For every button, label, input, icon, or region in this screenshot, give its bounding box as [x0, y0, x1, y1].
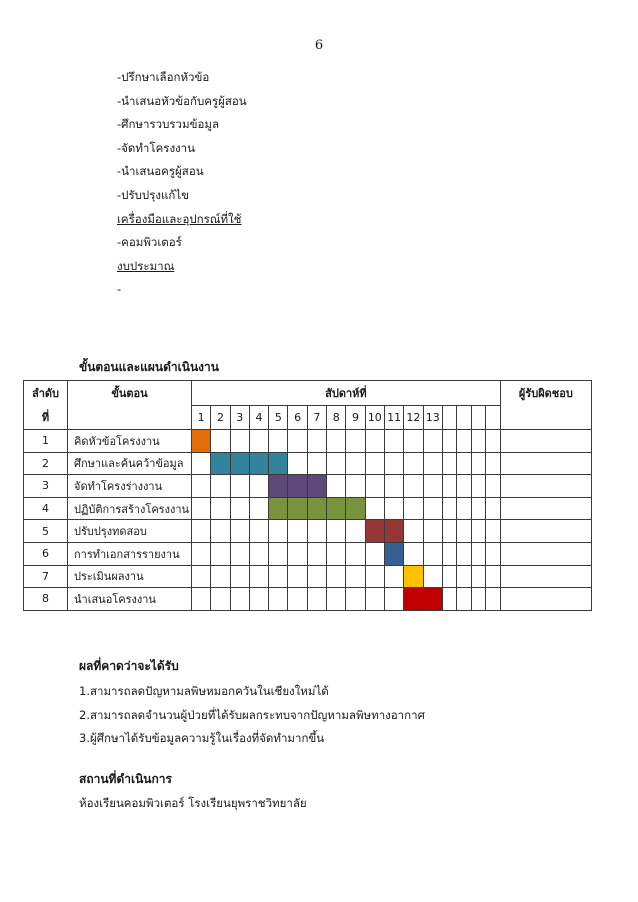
- week-cell: [346, 542, 365, 565]
- week-cell: [288, 520, 307, 543]
- week-cell: [423, 520, 442, 543]
- week-number: 6: [288, 405, 307, 430]
- week-cell: [269, 520, 288, 543]
- week-cell: [192, 475, 211, 498]
- step-item: -คอมพิวเตอร์: [117, 235, 182, 250]
- gantt-bar-cell: [384, 542, 403, 565]
- week-number: 10: [365, 405, 384, 430]
- week-cell: [423, 497, 442, 520]
- week-number: 1: [192, 405, 211, 430]
- week-number: 11: [384, 405, 403, 430]
- week-cell: [327, 542, 346, 565]
- result-item: 1.สามารถลดปัญหามลพิษหมอกควันในเชียงใหม่ได้: [79, 684, 329, 698]
- week-number: 7: [307, 405, 326, 430]
- gantt-bar-cell: [269, 497, 288, 520]
- week-cell: [346, 452, 365, 475]
- table-row: [24, 430, 592, 453]
- week-cell: [423, 565, 442, 588]
- row-task: นำเสนอโครงงาน: [68, 588, 192, 611]
- row-task: การทำเอกสารรายงาน: [68, 542, 192, 565]
- week-number: [457, 405, 472, 430]
- week-cell: [327, 565, 346, 588]
- gantt-bar-cell: [269, 475, 288, 498]
- week-cell: [307, 430, 326, 453]
- week-cell: [442, 475, 457, 498]
- week-cell: [307, 565, 326, 588]
- week-cell: [384, 475, 403, 498]
- table-row: [24, 452, 592, 475]
- week-cell: [423, 430, 442, 453]
- week-cell: [442, 520, 457, 543]
- gantt-bar-cell: [288, 475, 307, 498]
- row-number: 3: [24, 475, 68, 498]
- week-cell: [307, 452, 326, 475]
- week-number: 5: [269, 405, 288, 430]
- week-cell: [327, 520, 346, 543]
- week-cell: [486, 475, 501, 498]
- week-cell: [211, 430, 230, 453]
- week-cell: [442, 497, 457, 520]
- row-owner: [500, 497, 591, 520]
- gantt-bar-cell: [230, 452, 249, 475]
- week-number: 4: [249, 405, 268, 430]
- week-cell: [404, 475, 423, 498]
- week-cell: [269, 430, 288, 453]
- week-cell: [442, 452, 457, 475]
- row-task: ปฏิบัติการสร้างโครงงาน: [68, 497, 192, 520]
- gantt-bar-cell: [327, 497, 346, 520]
- week-cell: [471, 452, 486, 475]
- table-header-row: [24, 405, 592, 430]
- gantt-bar-cell: [346, 497, 365, 520]
- step-item: -นำเสนอหัวข้อกับครูผู้สอน: [117, 93, 247, 108]
- week-cell: [269, 565, 288, 588]
- week-cell: [404, 542, 423, 565]
- header-owner-blank: [500, 405, 591, 430]
- week-number: 8: [327, 405, 346, 430]
- week-cell: [288, 452, 307, 475]
- header-order-2: ที่: [24, 405, 68, 430]
- week-cell: [471, 520, 486, 543]
- step-item: -ปรับปรุงแก้ไข: [117, 187, 190, 202]
- week-cell: [211, 542, 230, 565]
- week-cell: [457, 475, 472, 498]
- week-cell: [327, 475, 346, 498]
- week-cell: [249, 565, 268, 588]
- result-item: 2.สามารถลดจำนวนผู้ป่วยที่ได้รับผลกระทบจากปัญหามลพิษทางอากาศ: [79, 707, 425, 722]
- week-cell: [365, 430, 384, 453]
- gantt-bar-cell: [192, 430, 211, 453]
- table-row: [24, 475, 592, 498]
- week-cell: [230, 520, 249, 543]
- week-cell: [307, 520, 326, 543]
- step-item: -: [117, 282, 122, 297]
- table-row: [24, 565, 592, 588]
- page-number: 6: [314, 38, 324, 53]
- week-cell: [486, 452, 501, 475]
- row-owner: [500, 542, 591, 565]
- row-owner: [500, 475, 591, 498]
- week-number: [486, 405, 501, 430]
- week-cell: [211, 475, 230, 498]
- week-cell: [471, 565, 486, 588]
- row-task: ปรับปรุงทดสอบ: [68, 520, 192, 543]
- week-cell: [307, 588, 326, 611]
- week-cell: [211, 520, 230, 543]
- header-order: ลำดับ: [24, 381, 68, 406]
- week-cell: [471, 430, 486, 453]
- week-cell: [384, 452, 403, 475]
- gantt-bar-cell: [288, 497, 307, 520]
- header-week: สัปดาห์ที่: [192, 381, 501, 406]
- table-row: [24, 542, 592, 565]
- week-cell: [346, 588, 365, 611]
- week-cell: [365, 542, 384, 565]
- gantt-bar-cell: [365, 520, 384, 543]
- week-cell: [249, 542, 268, 565]
- week-cell: [457, 430, 472, 453]
- week-cell: [346, 430, 365, 453]
- week-cell: [230, 430, 249, 453]
- gantt-bar-cell: [307, 497, 326, 520]
- table-row: [24, 520, 592, 543]
- week-number: [471, 405, 486, 430]
- week-cell: [288, 565, 307, 588]
- week-cell: [384, 430, 403, 453]
- row-number: 8: [24, 588, 68, 611]
- week-cell: [457, 497, 472, 520]
- week-cell: [230, 475, 249, 498]
- week-cell: [404, 452, 423, 475]
- week-cell: [365, 588, 384, 611]
- week-cell: [346, 475, 365, 498]
- row-owner: [500, 452, 591, 475]
- week-cell: [269, 588, 288, 611]
- week-cell: [288, 430, 307, 453]
- week-cell: [327, 452, 346, 475]
- gantt-bar-cell: [404, 588, 423, 611]
- week-number: 12: [404, 405, 423, 430]
- week-cell: [486, 430, 501, 453]
- week-cell: [288, 588, 307, 611]
- week-cell: [230, 565, 249, 588]
- week-cell: [384, 588, 403, 611]
- week-cell: [384, 497, 403, 520]
- step-item: -จัดทำโครงงาน: [117, 140, 195, 155]
- week-cell: [442, 542, 457, 565]
- week-cell: [230, 542, 249, 565]
- week-cell: [249, 430, 268, 453]
- week-cell: [211, 565, 230, 588]
- row-number: 6: [24, 542, 68, 565]
- week-cell: [192, 497, 211, 520]
- step-item: -ปรึกษาเลือกหัวข้อ: [117, 70, 210, 84]
- week-cell: [442, 565, 457, 588]
- week-cell: [486, 497, 501, 520]
- gantt-bar-cell: [404, 565, 423, 588]
- step-item: -ศึกษารวบรวมข้อมูล: [117, 117, 219, 132]
- gantt-bar-cell: [249, 452, 268, 475]
- week-cell: [346, 520, 365, 543]
- header-step: ขั้นตอน: [68, 381, 192, 406]
- week-cell: [486, 520, 501, 543]
- table-row: [24, 588, 592, 611]
- week-cell: [471, 475, 486, 498]
- week-cell: [384, 565, 403, 588]
- row-task: คิดหัวข้อโครงงาน: [68, 430, 192, 453]
- row-number: 5: [24, 520, 68, 543]
- week-cell: [211, 497, 230, 520]
- week-cell: [230, 497, 249, 520]
- week-cell: [486, 565, 501, 588]
- week-cell: [327, 430, 346, 453]
- gantt-bar-cell: [307, 475, 326, 498]
- week-number: 13: [423, 405, 442, 430]
- week-cell: [269, 542, 288, 565]
- week-cell: [249, 475, 268, 498]
- row-number: 4: [24, 497, 68, 520]
- week-cell: [471, 542, 486, 565]
- row-task: ประเมินผลงาน: [68, 565, 192, 588]
- week-cell: [192, 542, 211, 565]
- row-number: 2: [24, 452, 68, 475]
- step-item: เครื่องมือและอุปกรณ์ที่ใช้: [117, 211, 242, 226]
- row-task: จัดทำโครงร่างงาน: [68, 475, 192, 498]
- week-number: 3: [230, 405, 249, 430]
- table-header-row: [24, 381, 592, 406]
- week-cell: [442, 588, 457, 611]
- gantt-bar-cell: [384, 520, 403, 543]
- week-cell: [365, 475, 384, 498]
- week-cell: [404, 497, 423, 520]
- week-cell: [288, 542, 307, 565]
- week-cell: [211, 588, 230, 611]
- week-number: [442, 405, 457, 430]
- week-cell: [423, 452, 442, 475]
- week-cell: [404, 430, 423, 453]
- row-owner: [500, 520, 591, 543]
- week-cell: [327, 588, 346, 611]
- results-list: [79, 680, 425, 751]
- week-cell: [249, 588, 268, 611]
- row-task: ศึกษาและค้นคว้าข้อมูล: [68, 452, 192, 475]
- week-cell: [192, 520, 211, 543]
- week-cell: [365, 565, 384, 588]
- week-number: 2: [211, 405, 230, 430]
- results-title: ผลที่คาดว่าจะได้รับ: [79, 659, 179, 673]
- place-title: สถานที่ดำเนินการ: [79, 772, 172, 786]
- step-item: -นำเสนอครูผู้สอน: [117, 164, 204, 179]
- week-cell: [346, 565, 365, 588]
- week-cell: [404, 520, 423, 543]
- gantt-bar-cell: [211, 452, 230, 475]
- table-row: [24, 497, 592, 520]
- gantt-bar-cell: [269, 452, 288, 475]
- row-owner: [500, 430, 591, 453]
- week-cell: [423, 542, 442, 565]
- row-number: 7: [24, 565, 68, 588]
- step-item: งบประมาณ: [117, 258, 175, 273]
- week-cell: [486, 542, 501, 565]
- week-cell: [457, 542, 472, 565]
- week-cell: [307, 542, 326, 565]
- week-cell: [365, 452, 384, 475]
- week-cell: [486, 588, 501, 611]
- header-step-blank: [68, 405, 192, 430]
- week-cell: [192, 588, 211, 611]
- procedure-list: [117, 66, 247, 302]
- week-cell: [192, 452, 211, 475]
- gantt-bar-cell: [423, 588, 442, 611]
- week-cell: [230, 588, 249, 611]
- week-cell: [457, 520, 472, 543]
- week-cell: [192, 565, 211, 588]
- place-text: ห้องเรียนคอมพิวเตอร์ โรงเรียนยุพราชวิทยาลัย: [79, 796, 307, 810]
- week-cell: [471, 497, 486, 520]
- plan-title: ขั้นตอนและแผนดำเนินงาน: [79, 360, 219, 374]
- week-cell: [423, 475, 442, 498]
- week-cell: [249, 520, 268, 543]
- row-owner: [500, 588, 591, 611]
- week-cell: [365, 497, 384, 520]
- week-cell: [249, 497, 268, 520]
- result-item: 3.ผู้ศึกษาได้รับข้อมูลความรู้ในเรื่องที่จัดทำมากขึ้น: [79, 731, 325, 745]
- row-number: 1: [24, 430, 68, 453]
- week-cell: [471, 588, 486, 611]
- header-owner: ผู้รับผิดชอบ: [500, 381, 591, 406]
- schedule-table: [23, 380, 592, 611]
- week-number: 9: [346, 405, 365, 430]
- row-owner: [500, 565, 591, 588]
- week-cell: [457, 452, 472, 475]
- week-cell: [457, 565, 472, 588]
- week-cell: [457, 588, 472, 611]
- week-cell: [442, 430, 457, 453]
